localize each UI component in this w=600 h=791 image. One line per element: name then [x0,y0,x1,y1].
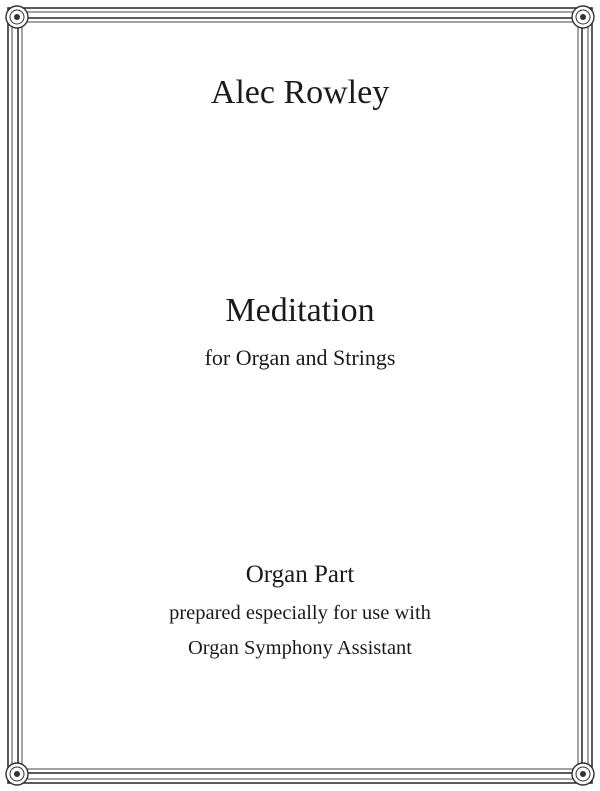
piece-title: Meditation [225,292,375,329]
composer-name: Alec Rowley [210,74,390,111]
part-name: Organ Part [245,561,355,588]
prepared-note: prepared especially for use with [169,602,431,624]
corner-ornament-top-left [6,6,28,28]
frame-outer-line [8,8,592,783]
corner-ornament-top-right [572,6,594,28]
frame-outer-inner-line [12,12,588,779]
corner-ornament-bottom-left [6,763,28,785]
corner-ornament-bottom-right [572,763,594,785]
frame-inner-line [18,18,582,773]
assistant-name: Organ Symphony Assistant [188,637,412,659]
piece-subtitle: for Organ and Strings [204,345,396,370]
